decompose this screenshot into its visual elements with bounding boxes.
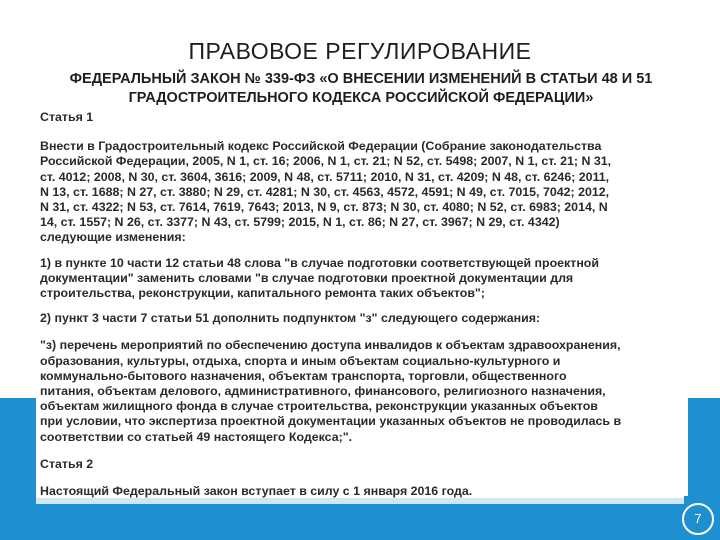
text-line: N 31, ст. 4322; N 53, ст. 7614, 7619, 7643; 2013, N 9, ст. 873; N 30, ст. 4080; N 52, ст. 6983; 2014, N xyxy=(40,200,608,215)
slide-title: ПРАВОВОЕ РЕГУЛИРОВАНИЕ xyxy=(188,38,532,64)
amendment-item-2: 2) пункт 3 части 7 статьи 51 дополнить подпунктом "з" следующего содержания: xyxy=(40,311,541,326)
article-1-intro xyxy=(40,139,688,245)
text-line: документации" заменить словами "в случае подготовки проектной документации для xyxy=(40,270,574,285)
subtitle-line: ГРАДОСТРОИТЕЛЬНОГО КОДЕКСА РОССИЙСКОЙ ФЕДЕРАЦИИ» xyxy=(128,90,594,106)
amendment-item-1 xyxy=(40,256,688,302)
text-line: Российской Федерации, 2005, N 1, ст. 16; 2006, N 1, ст. 21; N 52, ст. 5498; 2007, N 1, ст. 21; N 31, xyxy=(40,154,612,169)
text-line: N 13, ст. 1688; N 27, ст. 3880; N 29, ст. 4281; N 30, ст. 4563, 4572, 4591; N 49, ст. 7015, 7042; 2012, xyxy=(40,184,610,199)
article-1-heading: Статья 1 xyxy=(40,110,94,124)
article-2-heading: Статья 2 xyxy=(40,456,94,471)
text-line: ст. 4012; 2008, N 30, ст. 3604, 3616; 2009, N 48, ст. 5711; 2010, N 31, ст. 4209; N 48, ст. 6246; 2011, xyxy=(40,169,610,184)
slide-subtitle xyxy=(30,70,692,108)
decorative-bottom-bar xyxy=(0,498,720,540)
page-number-badge: 7 xyxy=(682,503,714,535)
text-line: при условии, что экспертиза проектной документации указанных объектов не проводилась в xyxy=(40,414,622,429)
text-line: коммунально-бытового назначения, объектам транспорта, торговли, общественного xyxy=(40,368,567,383)
law-text-panel xyxy=(40,110,688,499)
article-2-text: Настоящий Федеральный закон вступает в силу с 1 января 2016 года. xyxy=(40,484,473,499)
amendment-item-2-text xyxy=(40,338,688,444)
text-line: следующие изменения: xyxy=(40,230,186,245)
text-line: образования, культуры, отдыха, спорта и иным объектам социально-культурного и xyxy=(40,353,561,368)
text-line: объектам жилищного фонда в случае строительства, реконструкции указанных объектов xyxy=(40,399,598,414)
text-line: соответствии со статьей 49 настоящего Кодекса;". xyxy=(40,429,353,444)
text-line: 1) в пункте 10 части 12 статьи 48 слова "в случае подготовки соответствующей проектной xyxy=(40,255,599,270)
text-line: питания, объектам делового, административного, финансового, религиозного назначения, xyxy=(40,384,606,399)
subtitle-line: ФЕДЕРАЛЬНЫЙ ЗАКОН № 339-ФЗ «О ВНЕСЕНИИ ИЗМЕНЕНИЙ В СТАТЬИ 48 И 51 xyxy=(69,71,653,87)
text-line: строительства, реконструкции, капитального ремонта таких объектов"; xyxy=(40,286,485,301)
text-line: Внести в Градостроительный кодекс Российской Федерации (Собрание законодательства xyxy=(40,139,602,154)
text-line: "з) перечень мероприятий по обеспечению доступа инвалидов к объектам здравоохранения, xyxy=(40,338,621,353)
text-line: 14, ст. 1557; N 26, ст. 3377; N 43, ст. 5799; 2015, N 1, ст. 86; N 27, ст. 3967; N 29, ст. 4342) xyxy=(40,215,560,230)
